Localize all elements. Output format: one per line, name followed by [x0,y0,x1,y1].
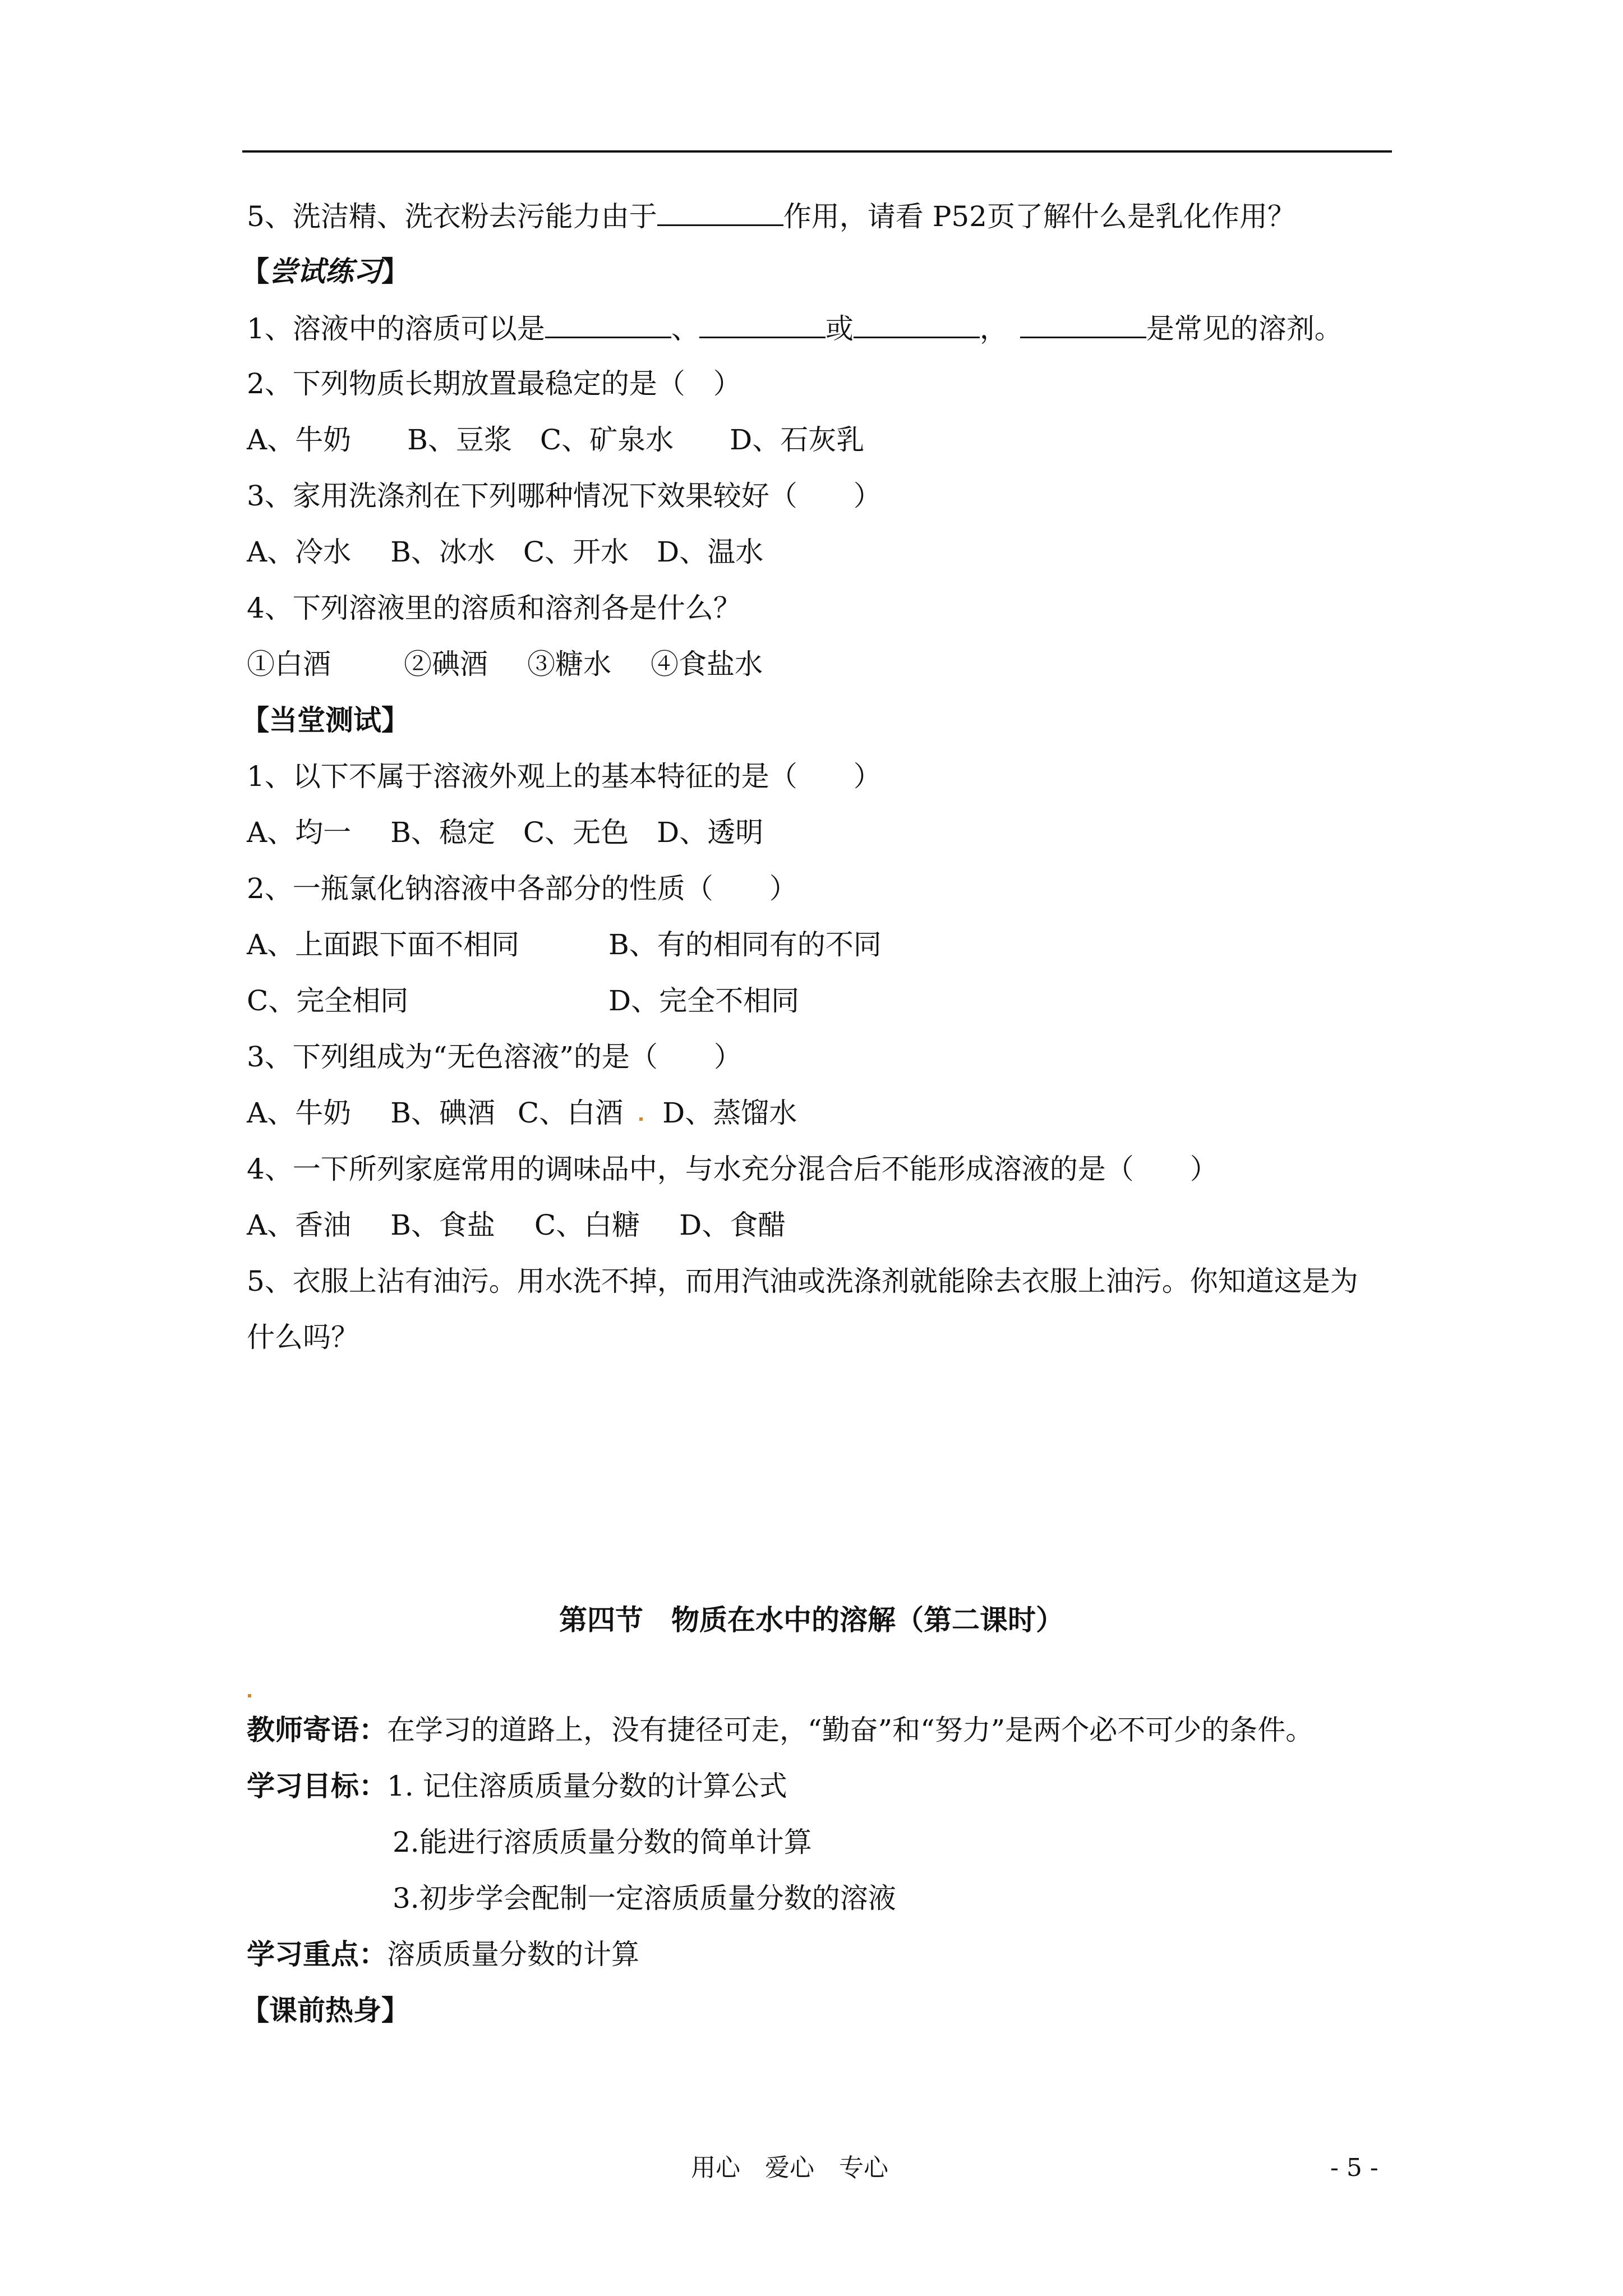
test-question-2-options-row1 [247,928,882,961]
try-question-3: 3、家用洗涤剂在下列哪种情况下效果较好（ ） [247,480,882,512]
option: D、温水 [657,536,764,568]
item: ②碘酒 [404,648,488,680]
option: B、豆浆 [407,424,512,456]
stray-mark [639,1117,643,1121]
test-question-1: 1、以下不属于溶液外观上的基本特征的是（ ） [247,760,882,793]
try-question-4-items [247,647,763,681]
page-number: - 5 - [1330,2154,1378,2182]
teacher-message-text: 在学习的道路上，没有捷径可走，“勤奋”和“努力”是两个必不可少的条件。 [387,1714,1314,1746]
test-question-2: 2、一瓶氯化钠溶液中各部分的性质（ ） [247,872,797,905]
option: C、白糖 [534,1209,640,1241]
option: D、蒸馏水 [662,1097,797,1129]
option: C、完全相同 [247,984,409,1017]
option: C、无色 [523,816,629,849]
goal-item: 1. 记住溶质质量分数的计算公式 [387,1770,787,1802]
item: ①白酒 [247,648,331,680]
item: ③糖水 [527,648,611,680]
option: C、矿泉水 [540,424,674,456]
learning-goals-label: 学习目标： [247,1769,387,1802]
test-question-2-options-row2 [247,984,799,1018]
answer-blank[interactable] [657,199,783,226]
footer-motto: 用心 爱心 专心 [691,2154,888,2182]
answer-blank[interactable] [854,311,980,338]
try-question-1: 1、溶液中的溶质可以是 、 或 ， 是常见的溶剂。 [247,311,1343,346]
test-question-5-line2: 什么吗？ [247,1321,359,1354]
option: D、透明 [657,816,764,849]
try-question-3-options [247,535,763,569]
learning-focus-text: 溶质质量分数的计算 [387,1938,639,1971]
option: B、食盐 [390,1209,495,1241]
option: C、白酒 [517,1097,624,1129]
section-heading-try: 【尝试练习】 [241,255,409,288]
question-5-emulsify [247,199,1295,233]
option: C、开水 [523,536,629,568]
try-question-2-options [247,423,864,457]
section-heading-test: 【当堂测试】 [241,703,409,737]
option: A、上面跟下面不相同 [247,928,520,961]
item: ④食盐水 [651,648,763,680]
goal-item: 3.初步学会配制一定溶质质量分数的溶液 [393,1882,896,1915]
test-question-3: 3、下列组成为“无色溶液”的是（ ） [247,1041,742,1073]
option: A、牛奶 [247,424,352,456]
test-question-4: 4、一下所列家庭常用的调味品中，与水充分混合后不能形成溶液的是（ ） [247,1153,1218,1185]
question-text: 5、洗洁精、洗衣粉去污能力由于 [247,200,657,233]
option: A、牛奶 [247,1097,352,1129]
test-question-3-options [247,1096,797,1130]
option: A、香油 [247,1209,352,1241]
test-question-5-line1: 5、衣服上沾有油污。用水洗不掉，而用汽油或洗涤剂就能除去衣服上油污。你知道这是为 [247,1265,1358,1297]
option: B、有的相同有的不同 [608,928,882,961]
learning-focus-label: 学习重点： [247,1938,387,1971]
goal-item: 2.能进行溶质质量分数的简单计算 [393,1826,812,1858]
test-question-1-options [247,816,763,849]
option: A、冷水 [247,536,352,568]
lesson-title: 第四节 物质在水中的溶解（第二课时） [559,1603,1064,1636]
section-heading-warmup: 【课前热身】 [241,1994,409,2027]
answer-blank[interactable] [1020,311,1146,338]
test-question-4-options [247,1208,786,1242]
option: D、石灰乳 [730,424,865,456]
option: B、冰水 [390,536,495,568]
option: D、完全不相同 [608,984,800,1017]
option: B、碘酒 [390,1097,495,1129]
option: A、均一 [247,816,352,849]
stray-mark [248,1694,251,1697]
answer-blank[interactable] [699,311,826,338]
teacher-message-label: 教师寄语： [247,1713,387,1746]
learning-focus [247,1938,639,1971]
answer-blank[interactable] [545,311,671,338]
option: B、稳定 [390,816,495,849]
try-question-2: 2、下列物质长期放置最稳定的是（ ） [247,367,741,400]
question-text: 作用，请看 P52页了解什么是乳化作用？ [783,200,1295,233]
header-rule [242,150,1392,153]
teacher-message [247,1713,1313,1747]
learning-goals [247,1769,787,1803]
option: D、食醋 [679,1209,786,1241]
try-question-4: 4、下列溶液里的溶质和溶剂各是什么？ [247,592,741,624]
